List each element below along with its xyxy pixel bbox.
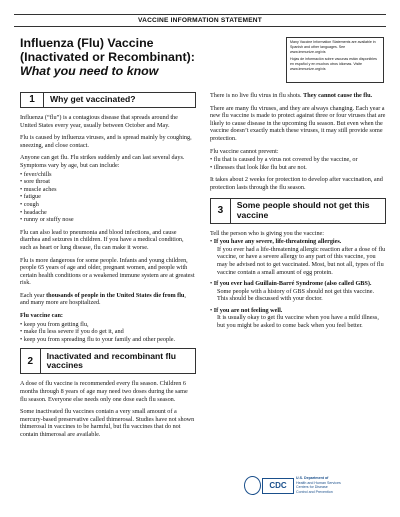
- cdc-logo: CDC: [262, 478, 294, 494]
- section-3-intro: Tell the person who is giving you the vaccine:: [210, 229, 325, 237]
- list-item: [210, 238, 386, 276]
- text-run: Each year: [20, 291, 47, 299]
- list-item: • runny or stuffy nose: [20, 216, 196, 224]
- agency-line: Health and Human Services: [296, 480, 341, 485]
- hhs-seal-logo: [244, 476, 261, 495]
- section-1-number: 1: [21, 93, 44, 107]
- right-paragraph: [210, 92, 386, 100]
- section-2-heading: Inactivated and recombinant flu vaccines: [46, 351, 177, 371]
- list-item: • keep you from spreading flu to your family and other people.: [20, 336, 196, 344]
- section-2-number: 2: [21, 349, 41, 373]
- section-3-number: 3: [211, 199, 231, 223]
- list-item-body: If you ever had a life-threatening allergic reaction after a dose of flu vaccine, or have a severe allergy to any part of this vaccine, you may be advised not to get vaccinated. Most, but not all, types of flu vaccine contain a small amount of egg protein.: [217, 245, 386, 276]
- list-item: • fever/chills: [20, 171, 196, 179]
- agency-line: U.S. Department of: [296, 476, 329, 480]
- page-title: [20, 37, 195, 64]
- list-item: • headache: [20, 209, 196, 217]
- right-paragraph: Flu vaccine cannot prevent:: [210, 147, 279, 155]
- list-item-body: Some people with a history of GBS should not get this vaccine. This should be discussed with your doctor.: [217, 287, 375, 303]
- symptoms-list: [20, 171, 196, 224]
- emphasis-text: thousands of people in the United States die from flu: [46, 291, 185, 299]
- section-3-header: [210, 198, 386, 224]
- vis-banner: VACCINE INFORMATION STATEMENT: [14, 14, 386, 27]
- list-item-title: If you ever had Guillain-Barré Syndrome (also called GBS).: [213, 280, 372, 288]
- list-item: • muscle aches: [20, 186, 196, 194]
- section-1-heading: Why get vaccinated?: [50, 94, 136, 105]
- availability-english: Many Vaccine Information Statements are available in Spanish and other languages. See www.immunize.org/vis: [290, 40, 376, 54]
- list-item-body: It is usually okay to get flu vaccine when you have a mild illness, but you might be asked to come back when you feel better.: [217, 314, 379, 330]
- section-1-paragraph: [20, 292, 196, 307]
- vaccine-can-heading: Flu vaccine can:: [20, 312, 63, 320]
- section-1-header: [20, 92, 196, 108]
- list-item: • keep you from getting flu,: [20, 321, 196, 329]
- text-run: There is no live flu virus in flu shots.: [210, 92, 304, 99]
- list-item: • cough: [20, 201, 196, 209]
- section-1-paragraph: Flu can also lead to pneumonia and blood infections, and cause diarrhea and seizures in children. If you have a medical condition, such as heart or lung disease, flu can make it worse.: [20, 228, 184, 251]
- right-paragraph: It takes about 2 weeks for protection to develop after vaccination, and protection lasts through the flu season.: [210, 176, 383, 191]
- list-item: • sore throat: [20, 178, 196, 186]
- title-line-1: Influenza (Flu) Vaccine: [20, 36, 154, 50]
- agency-line: Control and Prevention: [296, 489, 333, 494]
- right-column: [210, 92, 386, 335]
- list-item: [210, 307, 386, 330]
- section-2-header: [20, 348, 196, 374]
- vaccine-can-list: [20, 321, 196, 344]
- list-item: • make flu less severe if you do get it, and: [20, 328, 196, 336]
- page-subtitle: What you need to know: [20, 64, 159, 78]
- list-item: • illnesses that look like flu but are not.: [210, 164, 386, 172]
- title-line-2: (Inactivated or Recombinant):: [20, 49, 195, 64]
- list-item: [210, 280, 386, 303]
- left-column: [20, 92, 196, 444]
- list-item-title: If you have any severe, life-threatening allergies.: [213, 238, 342, 246]
- agency-line: Centers for Disease: [296, 485, 328, 490]
- section-1-paragraph: Flu is more dangerous for some people. Infants and young children, people 65 years of age and older, pregnant women, and people with certain health conditions or a weakened immune system are at greatest risk.: [20, 256, 195, 287]
- agency-text: [296, 476, 341, 494]
- language-availability-box: [286, 37, 384, 83]
- contraindication-list: [210, 238, 386, 330]
- list-item: • fatigue: [20, 193, 196, 201]
- section-1-paragraph: Anyone can get flu. Flu strikes suddenly and can last several days. Symptoms vary by age, but can include:: [20, 154, 185, 169]
- list-item: • flu that is caused by a virus not covered by the vaccine, or: [210, 156, 386, 164]
- section-3-heading: Some people should not get this vaccine: [236, 200, 370, 220]
- section-2-paragraph: Some inactivated flu vaccines contain a very small amount of a mercury-based preservative called thimerosal. Studies have not shown thimerosal in vaccines to be harmful, but flu vaccines that do not contain thimerosal are available.: [20, 408, 195, 438]
- right-paragraph: There are many flu viruses, and they are always changing. Each year a new flu vaccine is made to protect against three or four viruses that are likely to cause disease in the upcoming flu season. But even when the vaccine doesn’t exactly match these viruses, it may still provide some protection.: [210, 104, 386, 142]
- text-run: , and many more are hospitalized.: [20, 291, 186, 307]
- emphasis-text: They cannot cause the flu.: [303, 92, 373, 99]
- section-1-paragraph: Influenza (“flu”) is a contagious disease that spreads around the United States every year, usually between October and May.: [20, 114, 178, 129]
- list-item-title: If you are not feeling well.: [213, 306, 283, 314]
- section-2-paragraph: A dose of flu vaccine is recommended every flu season. Children 6 months through 8 years of age may need two doses during the same flu season. Everyone else needs only one dose each flu season.: [20, 380, 188, 403]
- cannot-prevent-list: [210, 156, 386, 171]
- availability-spanish: Hojas de información sobre vacunas están disponibles en español y en muchos otros idiomas. Visite www.immunize.org/vis: [290, 57, 377, 71]
- section-1-paragraph: Flu is caused by influenza viruses, and is spread mainly by coughing, sneezing, and close contact.: [20, 134, 192, 149]
